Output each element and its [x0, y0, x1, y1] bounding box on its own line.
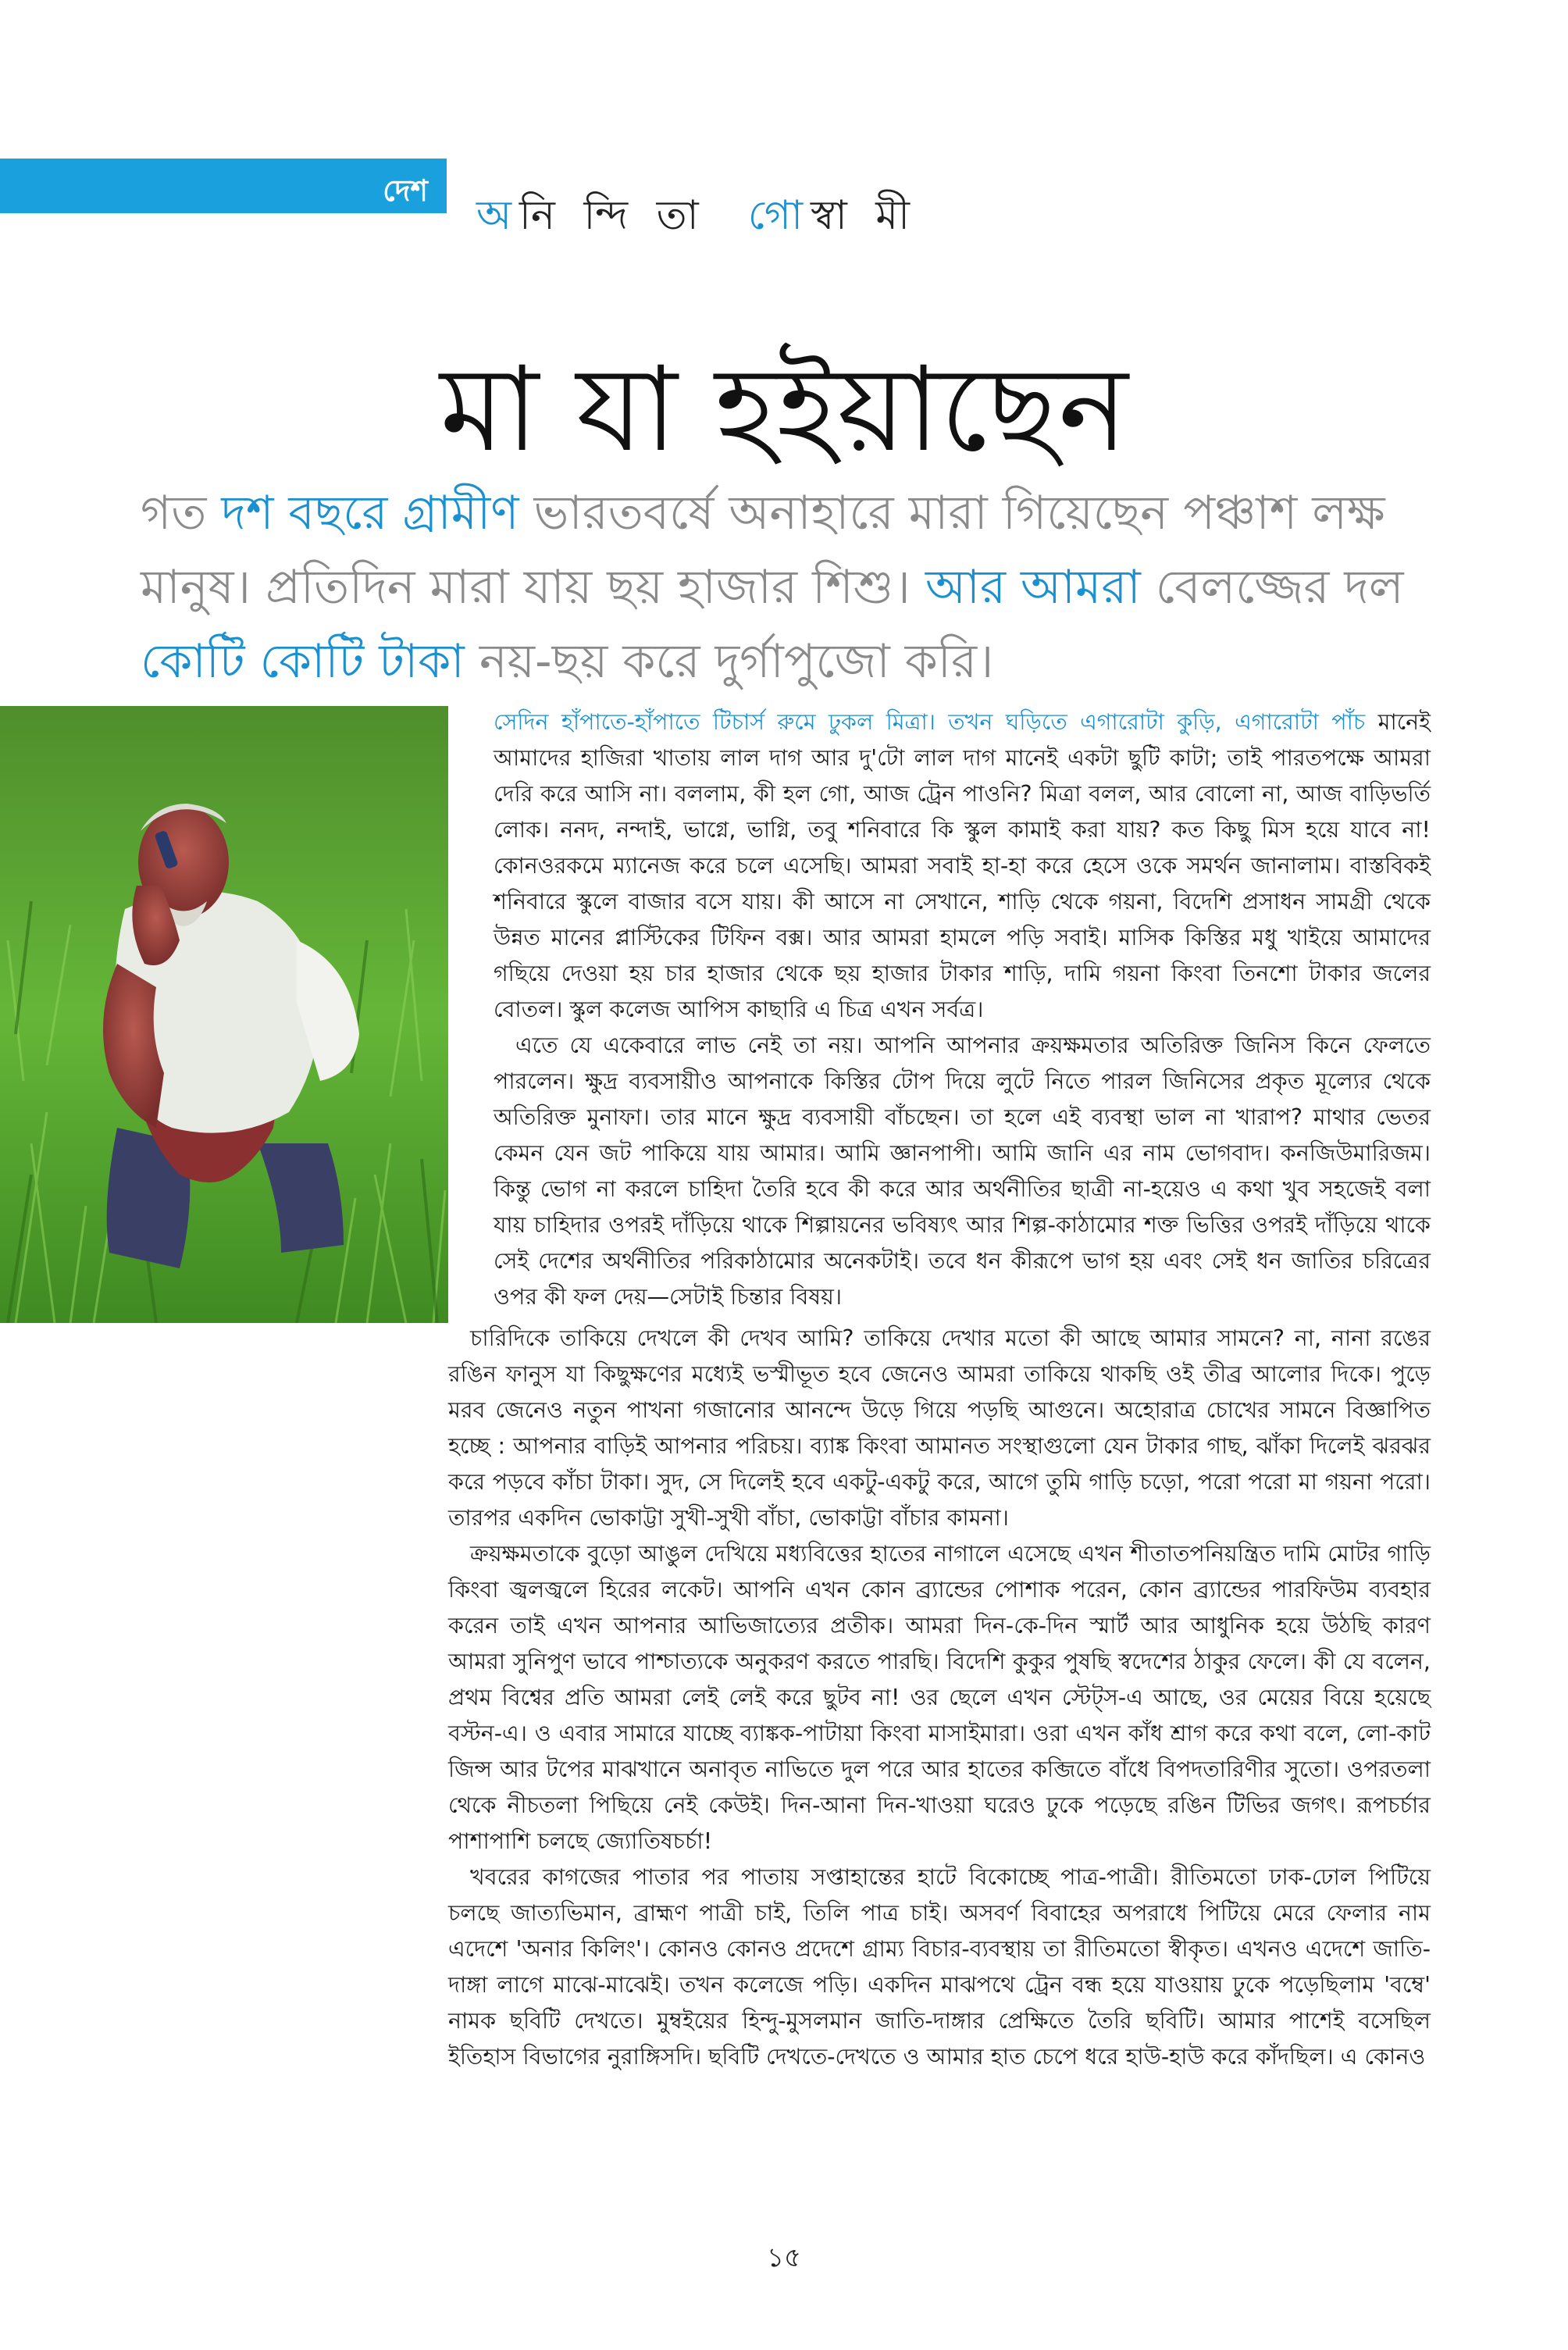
- lead-sentence: সেদিন হাঁপাতে-হাঁপাতে টিচার্স রুমে ঢুকল মিত্রা। তখন ঘড়িতে এগারোটা কুড়ি, এগারোটা পাঁচ: [494, 709, 1366, 735]
- deck-highlight-2: আর আমরা: [925, 560, 1141, 615]
- article-body-bottom: [448, 1321, 1431, 2075]
- author-byline: [476, 184, 918, 251]
- section-label: দেশ: [383, 173, 428, 208]
- body-paragraph-1: [494, 704, 1431, 1028]
- author-first-highlight: অ: [476, 192, 520, 239]
- paragraph-1-text: মানেই আমাদের হাজিরা খাতায় লাল দাগ আর দু'টো লাল দাগ মানেই একটা ছুটি কাটা; তাই পারতপক্ষে আমরা দেরি করে আসি না। বললাম, কী হল গো, আজ ট্রেন পাওনি? মিত্রা বলল, আর বোলো না, আজ বাড়িভর্তি লোক। ননদ, নন্দাই, ভাগ্নে, ভাগ্নি, তবু শনিবারে কি স্কুল কামাই করা যায়? কত কিছু মিস হয়ে যাবে না! কোনওরকমে ম্যানেজ করে চলে এসেছি। আমরা সবাই হা-হা করে হেসে ওকে সমর্থন জানালাম। বাস্তবিকই শনিবারে স্কুলে বাজার বসে যায়। কী আসে না সেখানে, শাড়ি থেকে গয়না, বিদেশি প্রসাধন সামগ্রী থেকে উন্নত মানের প্লাস্টিকের টিফিন বক্স। আর আমরা হামলে পড়ি সবাই। মাসিক কিস্তির মধু খাইয়ে আমাদের গছিয়ে দেওয়া হয় চার হাজার থেকে ছয় হাজার টাকার শাড়ি, দামি গয়না কিংবা তিনশো টাকার জলের বোতল। স্কুল কলেজ আপিস কাছারি এ চিত্র এখন সর্বত্র।: [494, 709, 1431, 1022]
- deck-part-4: নয়-ছয় করে দুর্গাপুজো করি।: [464, 634, 994, 689]
- author-first-rest: নি ন্দি তা: [519, 192, 707, 239]
- article-title: মা যা হইয়াছেন: [440, 342, 1128, 478]
- author-last-rest: স্বা মী: [811, 192, 918, 239]
- deck-part-3: বেলজ্জের দল: [1140, 560, 1404, 615]
- page-number: ১৫: [766, 2242, 802, 2273]
- deck-highlight-1: দশ বছরে গ্রামীণ: [221, 486, 519, 540]
- body-paragraph-3: চারিদিকে তাকিয়ে দেখলে কী দেখব আমি? তাকিয়ে দেখার মতো কী আছে আমার সামনে? না, নানা রঙের রঙিন ফানুস যা কিছুক্ষণের মধ্যেই ভস্মীভূত হবে জেনেও আমরা তাকিয়ে থাকছি ওই তীব্র আলোর দিকে। পুড়ে মরব জেনেও নতুন পাখনা গজানোর আনন্দে উড়ে গিয়ে পড়ছি আগুনে। অহোরাত্র চোখের সামনে বিজ্ঞাপিত হচ্ছে : আপনার বাড়িই আপনার পরিচয়। ব্যাঙ্ক কিংবা আমানত সংস্থাগুলো যেন টাকার গাছ, ঝাঁকা দিলেই ঝরঝর করে পড়বে কাঁচা টাকা। সুদ, সে দিলেই হবে একটু-একটু করে, আগে তুমি গাড়ি চড়ো, পরো পরো মা গয়না পরো। তারপর একদিন ভোকাট্টা সুখী-সুখী বাঁচা, ভোকাট্টা বাঁচার কামনা।: [448, 1325, 1431, 1531]
- body-paragraph-4: ক্রয়ক্ষমতাকে বুড়ো আঙুল দেখিয়ে মধ্যবিত্তের হাতের নাগালে এসেছে এখন শীতাতপনিয়ন্ত্রিত দামি মোটর গাড়ি কিংবা জ্বলজ্বলে হিরের লকেট। আপনি এখন কোন ব্র্যান্ডের পোশাক পরেন, কোন ব্র্যান্ডের পারফিউম ব্যবহার করেন তাই এখন আপনার আভিজাত্যের প্রতীক। আমরা দিন-কে-দিন স্মার্ট আর আধুনিক হয়ে উঠছি কারণ আমরা সুনিপুণ ভাবে পাশ্চাত্যকে অনুকরণ করতে পারছি। বিদেশি কুকুর পুষছি স্বদেশের ঠাকুর ফেলে। কী যে বলেন, প্রথম বিশ্বের প্রতি আমরা লেই লেই করে ছুটব না! ওর ছেলে এখন স্টেট্স-এ আছে, ওর মেয়ের বিয়ে হয়েছে বস্টন-এ। ও এবার সামারে যাচ্ছে ব্যাঙ্কক-পাটায়া কিংবা মাসাইমারা। ওরা এখন কাঁধ শ্রাগ করে কথা বলে, লো-কাট জিন্স আর টপের মাঝখানে অনাবৃত নাভিতে দুল পরে আর হাতের কব্জিতে বাঁধে বিপদতারিণীর সুতো। ওপরতলা থেকে নীচতলা পিছিয়ে নেই কেউই। দিন-আনা দিন-খাওয়া ঘরেও ঢুকে পড়েছে রঙিন টিভির জগৎ। রূপচর্চার পাশাপাশি চলছে জ্যোতিষচর্চা!: [448, 1541, 1431, 1854]
- deck-highlight-3: কোটি কোটি টাকা: [141, 634, 465, 689]
- deck-part-2: ভারতবর্ষে অনাহারে মারা গিয়েছেন পঞ্চাশ লক্ষ মানুষ। প্রতিদিন মারা যায় ছয় হাজার শিশু।: [141, 486, 1385, 615]
- body-paragraph-5: খবরের কাগজের পাতার পর পাতায় সপ্তাহান্তের হাটে বিকোচ্ছে পাত্র-পাত্রী। রীতিমতো ঢাক-ঢোল পিটিয়ে চলছে জাত্যভিমান, ব্রাহ্মণ পাত্রী চাই, তিলি পাত্র চাই। অসবর্ণ বিবাহের অপরাধে পিটিয়ে মেরে ফেলার নাম এদেশে 'অনার কিলিং'। কোনও কোনও প্রদেশে গ্রাম্য বিচার-ব্যবস্থায় তা রীতিমতো স্বীকৃত। এখনও এদেশে জাতি-দাঙ্গা লাগে মাঝে-মাঝেই। তখন কলেজে পড়ি। একদিন মাঝপথে ট্রেন বন্ধ হয়ে যাওয়ায় ঢুকে পড়েছিলাম 'বম্বে' নামক ছবিটি দেখতে। মুম্বইয়ের হিন্দু-মুসলমান জাতি-দাঙ্গার প্রেক্ষিতে তৈরি ছবিটি। আমার পাশেই বসেছিল ইতিহাস বিভাগের নুরাঙ্গিসদি। ছবিটি দেখতে-দেখতে ও আমার হাত চেপে ধরে হাউ-হাউ করে কাঁদছিল। এ কোনও: [448, 1864, 1431, 2070]
- section-bar: [0, 159, 447, 213]
- article-body-top: [494, 704, 1431, 1315]
- deck-part-1: গত: [141, 486, 222, 540]
- article-deck: [141, 476, 1429, 699]
- farmer-photo: [0, 706, 448, 1323]
- body-paragraph-2: এতে যে একেবারে লাভ নেই তা নয়। আপনি আপনার ক্রয়ক্ষমতার অতিরিক্ত জিনিস কিনে ফেলতে পারলেন। ক্ষুদ্র ব্যবসায়ীও আপনাকে কিস্তির টোপ দিয়ে লুটে নিতে পারল জিনিসের প্রকৃত মূল্যের থেকে অতিরিক্ত মুনাফা। তার মানে ক্ষুদ্র ব্যবসায়ী বাঁচছেন। তা হলে এই ব্যবস্থা ভাল না খারাপ? মাথার ভেতর কেমন যেন জট পাকিয়ে যায় আমার। আমি জ্ঞানপাপী। আমি জানি এর নাম ভোগবাদ। কনজিউমারিজম। কিন্তু ভোগ না করলে চাহিদা তৈরি হবে কী করে আর অর্থনীতির ছাত্রী না-হয়েও এ কথা খুব সহজেই বলা যায় চাহিদার ওপরই দাঁড়িয়ে থাকে শিল্পায়নের ভবিষ্যৎ আর শিল্প-কাঠামোর শক্ত ভিত্তির ওপরই দাঁড়িয়ে থাকে সেই দেশের অর্থনীতির পরিকাঠামোর অনেকটাই। তবে ধন কীরূপে ভাগ হয় এবং সেই ধন জাতির চরিত্রের ওপর কী ফল দেয়—সেটাই চিন্তার বিষয়।: [494, 1032, 1431, 1310]
- author-last-highlight: গো: [747, 192, 811, 239]
